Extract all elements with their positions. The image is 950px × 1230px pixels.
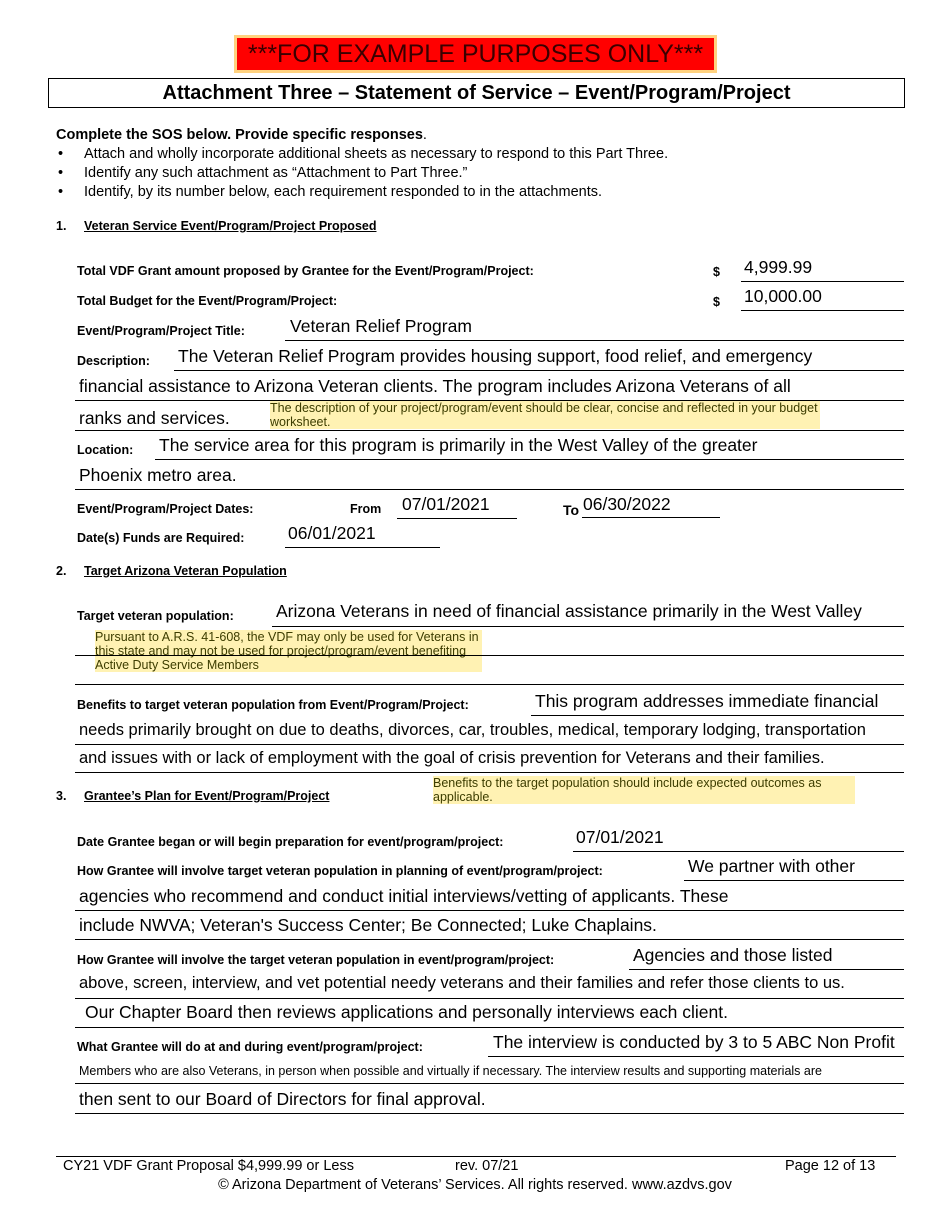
section-2-number: 2. [56, 564, 67, 578]
field-underline [75, 684, 904, 685]
intro-bullet-2: Identify any such attachment as “Attachment to Part Three.” [84, 165, 468, 181]
field-underline [75, 655, 904, 656]
involve-label: How Grantee will involve the target veteran population in event/program/project: [77, 953, 555, 967]
field-underline [582, 517, 720, 518]
field-underline [75, 430, 904, 431]
section-3-heading: Grantee’s Plan for Event/Program/Project [84, 789, 330, 803]
involve-line-1[interactable]: Agencies and those listed [633, 945, 833, 965]
from-label: From [350, 502, 382, 516]
field-underline [75, 489, 904, 490]
location-label: Location: [77, 443, 134, 457]
footer-page-number: Page 12 of 13 [785, 1158, 876, 1174]
footer-copyright: © Arizona Department of Veterans’ Services. All rights reserved. www.azdvs.gov [218, 1177, 732, 1193]
field-underline [285, 547, 440, 548]
to-date-field[interactable]: 06/30/2022 [583, 494, 671, 514]
footer-revision: rev. 07/21 [455, 1158, 519, 1174]
activities-label: What Grantee will do at and during event/program/project: [77, 1040, 423, 1054]
activities-line-1[interactable]: The interview is conducted by 3 to 5 ABC Non Profit [493, 1032, 895, 1052]
location-line-2[interactable]: Phoenix metro area. [79, 465, 237, 485]
section-1-heading: Veteran Service Event/Program/Project Proposed [84, 219, 377, 233]
currency-symbol: $ [713, 265, 720, 279]
page-title: Attachment Three – Statement of Service – Event/Program/Project [48, 78, 905, 108]
section-1-number: 1. [56, 219, 67, 233]
description-line-1[interactable]: The Veteran Relief Program provides housing support, food relief, and emergency [178, 346, 813, 366]
field-underline [397, 518, 517, 519]
funds-required-label: Date(s) Funds are Required: [77, 531, 245, 545]
involve-line-3[interactable]: Our Chapter Board then reviews applications and personally interviews each client. [85, 1002, 728, 1022]
planning-line-2[interactable]: agencies who recommend and conduct initial interviews/vetting of applicants. These [79, 886, 729, 906]
target-population-label: Target veteran population: [77, 609, 234, 623]
activities-line-3[interactable]: then sent to our Board of Directors for final approval. [79, 1089, 486, 1109]
intro-bullet-1: Attach and wholly incorporate additional sheets as necessary to respond to this Part Three. [84, 146, 669, 162]
field-underline [272, 626, 904, 627]
funds-date-field[interactable]: 06/01/2021 [288, 523, 376, 543]
benefits-help-note: Benefits to the target population should include expected outcomes as applicable. [433, 776, 855, 804]
field-underline [174, 370, 904, 371]
field-underline [531, 715, 904, 716]
footer-rule [56, 1156, 896, 1157]
field-underline [75, 1027, 904, 1028]
example-banner: ***FOR EXAMPLE PURPOSES ONLY*** [237, 38, 714, 70]
footer-form-name: CY21 VDF Grant Proposal $4,999.99 or Less [63, 1158, 354, 1174]
bullet-dot-icon: • [58, 146, 64, 162]
budget-amount-field[interactable]: 10,000.00 [744, 286, 822, 306]
field-underline [75, 910, 904, 911]
preparation-date-label: Date Grantee began or will begin preparation for event/program/project: [77, 835, 504, 849]
vdf-eligibility-note: Pursuant to A.R.S. 41-608, the VDF may only be used for Veterans in this state and may not be used for project/program/event benefiting Active Duty Service Members [95, 630, 482, 672]
field-underline [285, 340, 904, 341]
field-underline [75, 744, 904, 745]
benefits-line-2[interactable]: needs primarily brought on due to deaths, divorces, car, troubles, medical, temporary lodging, transportation [79, 721, 866, 739]
field-underline [629, 969, 904, 970]
intro-bullet-3: Identify, by its number below, each requirement responded to in the attachments. [84, 184, 602, 200]
project-title-field[interactable]: Veteran Relief Program [290, 316, 472, 336]
from-date-field[interactable]: 07/01/2021 [402, 494, 490, 514]
description-label: Description: [77, 354, 150, 368]
description-line-3[interactable]: ranks and services. [79, 408, 230, 428]
bullet-dot-icon: • [58, 165, 64, 181]
budget-label: Total Budget for the Event/Program/Project: [77, 294, 338, 308]
activities-line-2[interactable]: Members who are also Veterans, in person when possible and virtually if necessary. The interview results and supporting materials are [79, 1064, 822, 1078]
description-help-note: The description of your project/program/event should be clear, concise and reflected in your budget worksheet. [270, 401, 820, 429]
field-underline [741, 281, 904, 282]
grant-amount-field[interactable]: 4,999.99 [744, 257, 813, 277]
field-underline [75, 1083, 904, 1084]
dates-label: Event/Program/Project Dates: [77, 502, 254, 516]
field-underline [573, 851, 904, 852]
field-underline [488, 1056, 904, 1057]
grant-amount-label: Total VDF Grant amount proposed by Grantee for the Event/Program/Project: [77, 264, 534, 278]
planning-line-1[interactable]: We partner with other [688, 856, 855, 876]
involve-line-2[interactable]: above, screen, interview, and vet potential needy veterans and their families and refer those clients to us. [79, 974, 845, 992]
field-underline [75, 772, 904, 773]
bullet-dot-icon: • [58, 184, 64, 200]
to-label: To [563, 502, 580, 518]
field-underline [75, 998, 904, 999]
description-line-2[interactable]: financial assistance to Arizona Veteran clients. The program includes Arizona Veterans of all [79, 376, 791, 396]
benefits-line-1[interactable]: This program addresses immediate financial [535, 691, 879, 711]
location-line-1[interactable]: The service area for this program is primarily in the West Valley of the greater [159, 435, 758, 455]
field-underline [75, 939, 904, 940]
intro-heading: Complete the SOS below. Provide specific responses. [56, 127, 427, 143]
planning-label: How Grantee will involve target veteran population in planning of event/program/project: [77, 864, 603, 878]
field-underline [741, 310, 904, 311]
field-underline [155, 459, 904, 460]
currency-symbol: $ [713, 295, 720, 309]
field-underline [684, 880, 904, 881]
field-underline [75, 1113, 904, 1114]
section-3-number: 3. [56, 789, 67, 803]
planning-line-3[interactable]: include NWVA; Veteran's Success Center; Be Connected; Luke Chaplains. [79, 915, 657, 935]
benefits-label: Benefits to target veteran population from Event/Program/Project: [77, 698, 469, 712]
preparation-date-field[interactable]: 07/01/2021 [576, 827, 664, 847]
section-2-heading: Target Arizona Veteran Population [84, 564, 287, 578]
project-title-label: Event/Program/Project Title: [77, 324, 245, 338]
target-population-field[interactable]: Arizona Veterans in need of financial assistance primarily in the West Valley [276, 601, 862, 621]
benefits-line-3[interactable]: and issues with or lack of employment with the goal of crisis prevention for Veterans and their families. [79, 749, 825, 767]
